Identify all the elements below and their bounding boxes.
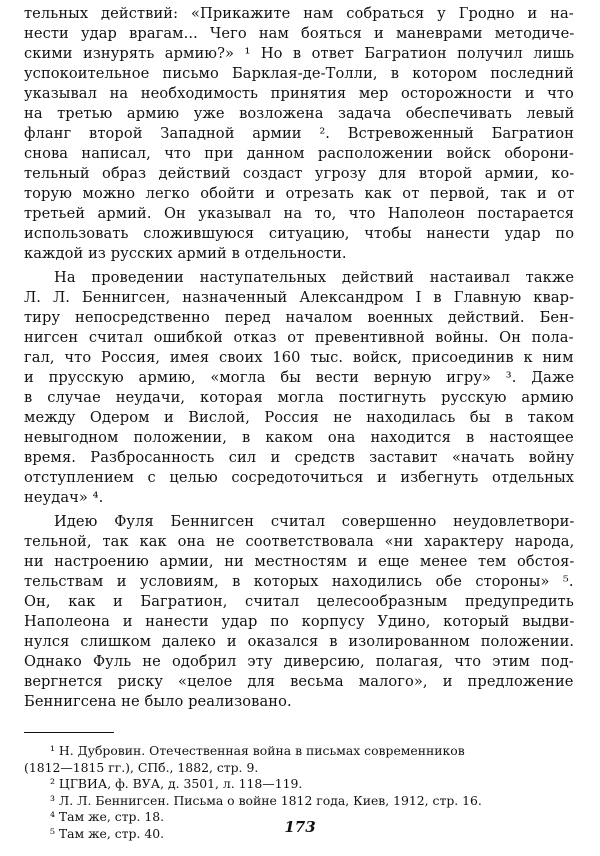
text-line: успокоительное письмо Барклая-де-Толли, в котором последний	[24, 65, 574, 82]
text-line: невыгодном положении, в каком она находится в настоящее	[24, 429, 574, 446]
text-line: вергнется риску «целое для весьма малого», и предложение	[24, 673, 574, 690]
text-line: нигсен считал ошибкой отказ от превентивной войны. Он пола-	[24, 329, 574, 346]
text-line: указывал на необходимость принятия мер осторожности и что	[24, 85, 574, 102]
text-line: На проведении наступательных действий настаивал также	[54, 269, 575, 286]
text-line: Он, как и Багратион, считал целесообразным предупредить	[24, 593, 574, 610]
text-line: нулся слишком далеко и оказался в изолированном положении.	[24, 633, 575, 650]
text-line: Л. Л. Беннигсен, назначенный Александром I в Главную квар-	[24, 289, 575, 306]
text-line: гал, что Россия, имея своих 160 тыс. войск, присоединив к ним	[24, 349, 574, 366]
footnote-1-continued: (1812—1815 гг.), СПб., 1882, стр. 9.	[24, 759, 259, 775]
text-line: отступлением с целью сосредоточиться и избегнуть отдельных	[24, 469, 575, 486]
text-line: использовать сложившуюся ситуацию, чтобы нанести удар по	[24, 225, 575, 242]
text-line: Беннигсена не было реализовано.	[24, 693, 292, 710]
text-line: тельствам и условиям, в которых находились обе стороны» ⁵.	[24, 573, 574, 590]
text-line: на третью армию уже возложена задача обеспечивать левый	[24, 105, 575, 122]
footnote-divider	[24, 732, 114, 733]
text-line: нести удар врагам... Чего нам бояться и маневрами методиче-	[24, 25, 575, 42]
text-line: Наполеона и нанести удар по корпусу Удино, который выдви-	[24, 613, 575, 630]
text-line: тельной, так как она не соответствовала «ни характеру народа,	[24, 533, 575, 550]
text-line: тиру непосредственно перед началом военных действий. Бен-	[24, 309, 574, 326]
text-line: время. Разбросанность сил и средств заставит «начать войну	[24, 449, 575, 466]
text-line: торую можно легко обойти и отрезать как от первой, так и от	[24, 185, 575, 202]
text-line: между Одером и Вислой, Россия не находилась бы в таком	[24, 409, 575, 426]
text-line: тельных действий: «Прикажите нам собраться у Гродно и на-	[24, 5, 574, 22]
text-line: ни настроению армии, ни местностям и еще менее тем обстоя-	[24, 553, 575, 570]
page-number: 173	[284, 818, 316, 836]
footnote-3: ³ Л. Л. Беннигсен. Письма о войне 1812 года, Киев, 1912, стр. 16.	[50, 792, 482, 808]
text-line: третьей армий. Он указывал на то, что Наполеон постарается	[24, 205, 575, 222]
footnote-2: ² ЦГВИА, ф. ВУА, д. 3501, л. 118—119.	[50, 776, 303, 791]
footnote-4: ⁴ Там же, стр. 18.	[50, 809, 165, 824]
text-line: фланг второй Западной армии ². Встревоженный Багратион	[24, 125, 574, 142]
text-line: снова написал, что при данном расположении войск оборони-	[24, 145, 574, 162]
text-line: Однако Фуль не одобрил эту диверсию, полагая, что этим под-	[24, 653, 574, 670]
text-line: каждой из русских армий в отдельности.	[24, 245, 347, 262]
paragraph-1	[24, 4, 574, 264]
footnote-1: ¹ Н. Дубровин. Отечественная война в письмах современников	[50, 743, 465, 758]
text-line: неудач» ⁴.	[24, 489, 104, 506]
text-line: Идею Фуля Беннигсен считал совершенно неудовлетвори-	[54, 513, 575, 530]
footnote-5: ⁵ Там же, стр. 40.	[50, 825, 165, 841]
text-line: и прусскую армию, «могла бы вести верную игру» ³. Даже	[24, 369, 575, 386]
paragraph-2	[24, 268, 574, 508]
text-line: в случае неудачи, которая могла постигнуть русскую армию	[24, 389, 574, 406]
paragraph-3	[24, 512, 574, 712]
text-line: тельный образ действий создаст угрозу для второй армии, ко-	[24, 165, 575, 182]
text-line: скими изнурять армию?» ¹ Но в ответ Багратион получил лишь	[24, 45, 575, 62]
